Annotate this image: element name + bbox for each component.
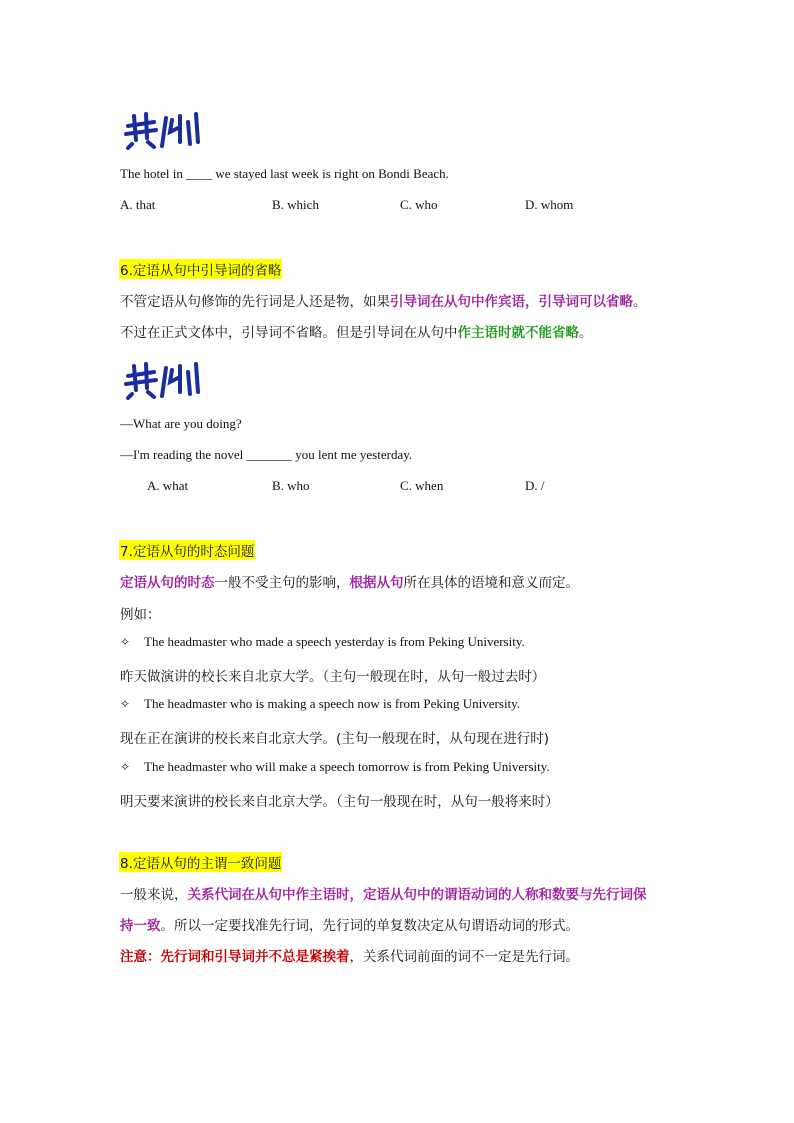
highlight-text: 定语从句的时态 <box>120 575 215 591</box>
diamond-bullet-icon: ✧ <box>120 635 131 649</box>
option-b: B. who <box>272 478 310 493</box>
note-highlight: 注意：先行词和引导词并不总是紧挨着 <box>120 949 350 965</box>
translation: 昨天做演讲的校长来自北京大学。（主句一般现在时，从句一般过去时） <box>120 669 546 685</box>
text: The headmaster who is making a speech now is from Peking University. <box>144 696 521 711</box>
section6-line1 <box>120 290 647 310</box>
highlight-text: 持一致 <box>120 918 161 934</box>
section8-note <box>120 945 579 965</box>
text: 。所以一定要找准先行词，先行词的单复数决定从句谓语动词的形式。 <box>160 918 579 934</box>
example2-line1: —What are you doing? <box>120 416 242 431</box>
section6-line2 <box>120 321 593 341</box>
text: ，关系代词前面的词不一定是先行词。 <box>349 949 579 965</box>
section6-heading: 6.定语从句中引导词的省略 <box>119 259 282 279</box>
bullet-item <box>120 634 525 650</box>
text: 。 <box>579 325 593 341</box>
example-logo-icon <box>120 356 202 400</box>
highlight-text: 关系代词在从句中作主语时，定语从句中的谓语动词的人称和数要与先行词保 <box>187 887 647 903</box>
option-a: A. what <box>147 478 189 493</box>
option-d: D. / <box>525 478 545 493</box>
text: 一般不受主句的影响， <box>214 575 350 591</box>
text: 不管定语从句修饰的先行词是人还是物，如果 <box>120 294 390 310</box>
text: 。 <box>633 294 647 310</box>
highlight-text: 引导词在从句中作宾语，引导词可以省略 <box>390 294 633 310</box>
highlight-text: 作主语时就不能省略 <box>457 325 579 341</box>
section8-line2 <box>120 914 579 934</box>
diamond-bullet-icon: ✧ <box>120 697 131 711</box>
section8-heading: 8.定语从句的主谓一致问题 <box>119 852 282 872</box>
example1-question: The hotel in ____ we stayed last week is right on Bondi Beach. <box>120 166 449 181</box>
option-d: D. whom <box>525 197 574 212</box>
text: 所在具体的语境和意义而定。 <box>403 575 579 591</box>
highlight-text: 根据从句 <box>349 575 404 591</box>
option-c: C. who <box>400 197 438 212</box>
example2-line2: —I'm reading the novel _______ you lent me yesterday. <box>120 447 413 462</box>
option-a: A. that <box>120 197 156 212</box>
translation: 明天要来演讲的校长来自北京大学。（主句一般现在时，从句一般将来时） <box>120 794 559 810</box>
example-label: 例如： <box>120 607 161 623</box>
example-logo-icon <box>120 106 202 150</box>
text: The headmaster who made a speech yesterday is from Peking University. <box>144 634 525 649</box>
text: 不过在正式文体中，引导词不省略。但是引导词在从句中 <box>120 325 458 341</box>
section7-line1 <box>120 571 579 591</box>
bullet-item <box>120 696 520 712</box>
diamond-bullet-icon: ✧ <box>120 760 131 774</box>
bullet-item <box>120 759 550 775</box>
option-b: B. which <box>272 197 319 212</box>
text: The headmaster who will make a speech tomorrow is from Peking University. <box>144 759 550 774</box>
translation: 现在正在演讲的校长来自北京大学。(主句一般现在时，从句现在进行时) <box>120 731 550 747</box>
text: 一般来说， <box>120 887 188 903</box>
section7-heading: 7.定语从句的时态问题 <box>119 540 255 560</box>
section8-line1 <box>120 883 647 903</box>
option-c: C. when <box>400 478 444 493</box>
